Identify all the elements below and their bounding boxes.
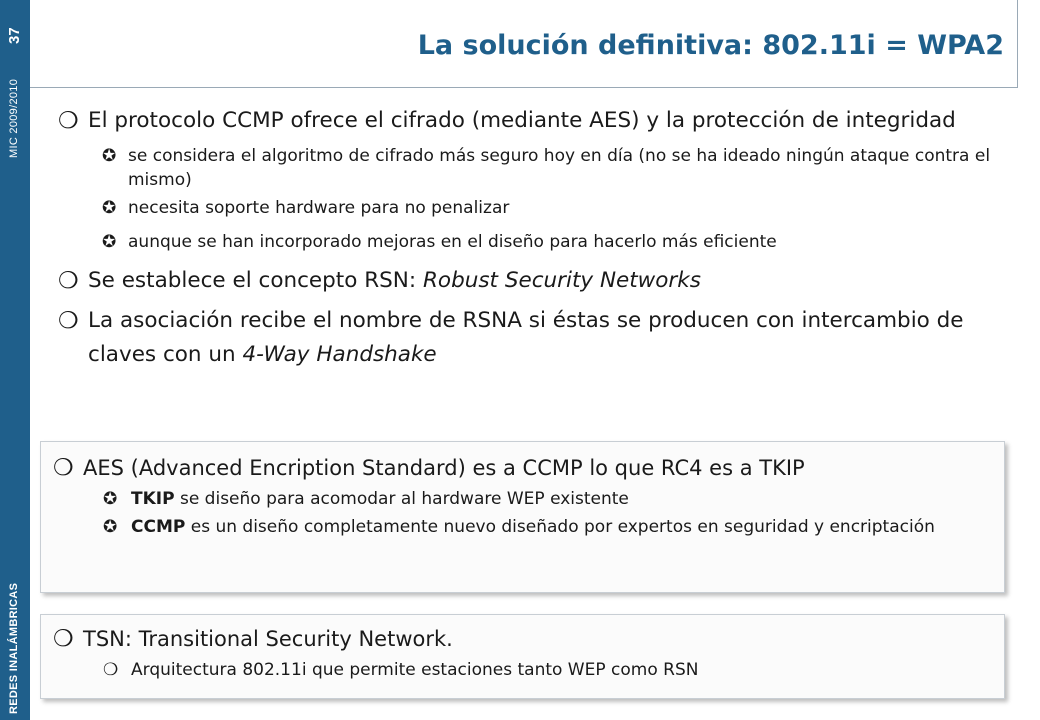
tkip-term: TKIP xyxy=(131,489,175,509)
bullet-rsna xyxy=(58,304,1008,372)
bullet-italic: Robust Security Networks xyxy=(422,268,701,293)
ccmp-text: es un diseño completamente nuevo diseñado por expertos en seguridad y encriptación xyxy=(185,517,935,537)
bullet-icon: ❍ xyxy=(103,660,119,680)
slide-title: La solución definitiva: 802.11i = WPA2 xyxy=(417,30,1004,61)
term-label: MIC 2009/2010 xyxy=(8,78,20,158)
diamond-bullet-icon: ✪ xyxy=(102,232,117,252)
box-heading-text: TSN: Transitional Security Network. xyxy=(83,627,453,651)
box-heading-text: AES (Advanced Encription Standard) es a CCMP lo que RC4 es a TKIP xyxy=(83,456,805,480)
main-content xyxy=(58,104,1008,378)
sub-bullet-architecture xyxy=(53,657,1004,683)
course-label: REDES INALÁMBRICAS xyxy=(8,582,20,714)
bullet-icon: ❍ xyxy=(53,626,74,652)
bullet-text: El protocolo CCMP ofrece el cifrado (mediante AES) y la protección de integridad xyxy=(88,108,956,133)
bullet-italic: 4-Way Handshake xyxy=(242,342,437,367)
aes-box xyxy=(40,441,1005,593)
sub-bullet-ccmp xyxy=(53,514,1004,540)
sub-bullet-secure xyxy=(58,144,1008,192)
bullet-icon: ❍ xyxy=(58,308,79,334)
ccmp-term: CCMP xyxy=(131,517,186,537)
sub-bullet-text: necesita soporte hardware para no penalizar xyxy=(128,198,510,218)
sub-bullet-improvements xyxy=(58,230,1008,254)
diamond-bullet-icon: ✪ xyxy=(103,489,118,509)
sub-bullet-text: se considera el algoritmo de cifrado más seguro hoy en día (no se ha ideado ningún ataque contra el mismo) xyxy=(128,146,991,190)
bullet-icon: ❍ xyxy=(58,108,79,134)
tsn-box xyxy=(40,614,1005,699)
bullet-ccmp xyxy=(58,104,1008,138)
bullet-rsn xyxy=(58,264,1008,298)
sub-bullet-text: aunque se han incorporado mejoras en el diseño para hacerlo más eficiente xyxy=(128,232,777,252)
diamond-bullet-icon: ✪ xyxy=(103,517,118,537)
sub-bullet-text: Arquitectura 802.11i que permite estaciones tanto WEP como RSN xyxy=(131,660,699,680)
page-number: 37 xyxy=(6,27,23,44)
sidebar xyxy=(0,0,30,720)
bullet-icon: ❍ xyxy=(58,268,79,294)
tkip-text: se diseño para acomodar al hardware WEP existente xyxy=(174,489,629,509)
diamond-bullet-icon: ✪ xyxy=(102,146,117,166)
sub-bullet-hardware xyxy=(58,196,1008,220)
box-heading-tsn xyxy=(53,623,1004,655)
bullet-icon: ❍ xyxy=(53,455,74,481)
box-heading-aes xyxy=(53,452,1004,484)
diamond-bullet-icon: ✪ xyxy=(102,198,117,218)
bullet-text: La asociación recibe el nombre de RSNA si éstas se producen con intercambio de claves con un xyxy=(88,308,964,367)
bullet-text: Se establece el concepto RSN: xyxy=(88,268,423,293)
sub-bullet-tkip xyxy=(53,486,1004,512)
